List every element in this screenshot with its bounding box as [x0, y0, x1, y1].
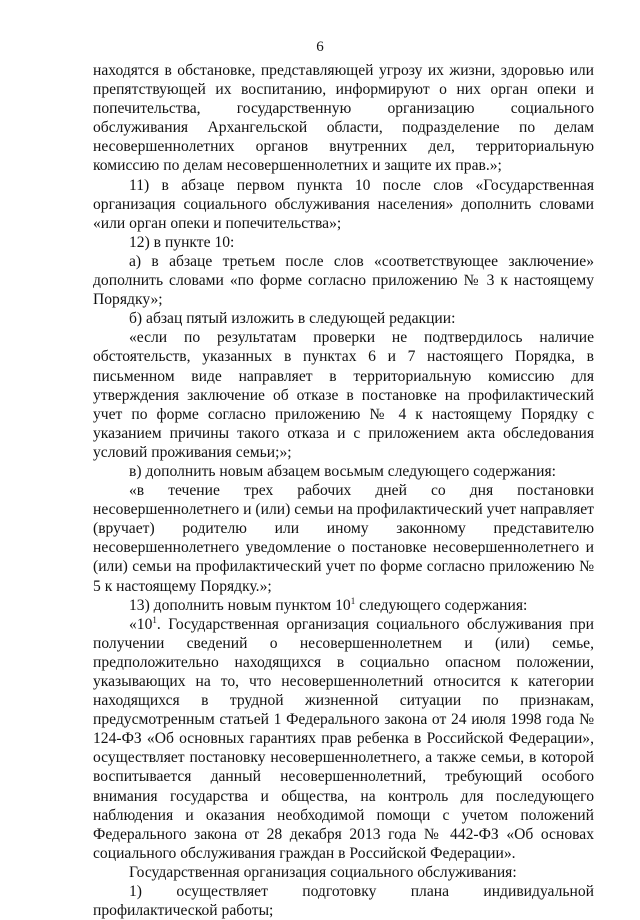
- paragraph-organization-duties: Государственная организация социального обслуживания:: [129, 863, 517, 881]
- paragraph-item-13-text-after: следующего содержания:: [355, 596, 528, 614]
- paragraph-item-12: 12) в пункте 10:: [129, 233, 235, 251]
- paragraph-quote-12v: «в течение трех рабочих дней со дня постановки несовершеннолетнего и (или) семьи на профилактический учет направляет (вручает) родителю или иному законному представителю несовершеннолетнего уведомление о постановке несовершеннолетнего и (или) семьи на профилактический учет по форме согласно приложению № 5 к настоящему Порядку.»;: [93, 482, 594, 595]
- page-number: 6: [316, 39, 324, 55]
- document-body: [93, 61, 594, 920]
- paragraph-point-10-1: [93, 615, 594, 863]
- superscript-mark: 1: [350, 595, 356, 606]
- paragraph-item-12b: б) абзац пятый изложить в следующей редакции:: [129, 310, 456, 328]
- superscript-mark: 1: [152, 614, 157, 625]
- paragraph-item-13: [93, 596, 594, 615]
- paragraph-continuation: находятся в обстановке, представляющей угрозу их жизни, здоровью или препятствующей их воспитанию, информируют о них орган опеки и попечительства, государственную организацию социального обслуживания Архангельской области, подразделение по делам несовершеннолетних органов внутренних дел, территориальную комиссию по делам несовершеннолетних и защите их прав.»;: [93, 62, 594, 175]
- paragraph-quote-12b: «если по результатам проверки не подтвердилось наличие обстоятельств, указанных в пунктах 6 и 7 настоящего Порядка, в письменном виде направляет в территориальную комиссию для утверждения заключение об отказе в постановке на профилактический учет по форме согласно приложению № 4 к настоящему Порядку с указанием причины такого отказа и с приложением акта обследования условий проживания семьи;»;: [93, 329, 594, 461]
- paragraph-point-10-1-text-after: . Государственная организация социального обслуживания при получении сведений о несовершеннолетнем и (или) семье, предположительно находящихся в социально опасном положении, указывающих на то, что несовершеннолетний относится к категории находящихся в трудной жизненной ситуации по признакам, предусмотренным статьей 1 Федерального закона от 24 июля 1998 года № 124-ФЗ «Об основных гарантиях прав ребенка в Российской Федерации», осуществляет постановку несовершеннолетнего, а также семьи, в которой воспитывается данный несовершеннолетний, требующий особого внимания государства и общества, на контроль для последующего наблюдения и оказания необходимой помощи с учетом положений Федерального закона от 28 декабря 2013 года № 442-ФЗ «Об основах социального обслуживания граждан в Российской Федерации».: [93, 615, 594, 862]
- paragraph-item-11: 11) в абзаце первом пункта 10 после слов «Государственная организация социального обслуживания населения» дополнить словами «или орган опеки и попечительства»;: [93, 176, 594, 232]
- paragraph-item-13-text-before: 13) дополнить новым пунктом 10: [129, 596, 351, 614]
- paragraph-item-12v: в) дополнить новым абзацем восьмым следующего содержания:: [129, 462, 556, 480]
- paragraph-duty-1: 1) осуществляет подготовку плана индивидуальной профилактической работы;: [93, 883, 594, 920]
- paragraph-point-10-1-text-before: «10: [129, 615, 153, 633]
- paragraph-item-12a: а) в абзаце третьем после слов «соответствующее заключение» дополнить словами «по форме согласно приложению № 3 к настоящему Порядку»;: [93, 252, 594, 309]
